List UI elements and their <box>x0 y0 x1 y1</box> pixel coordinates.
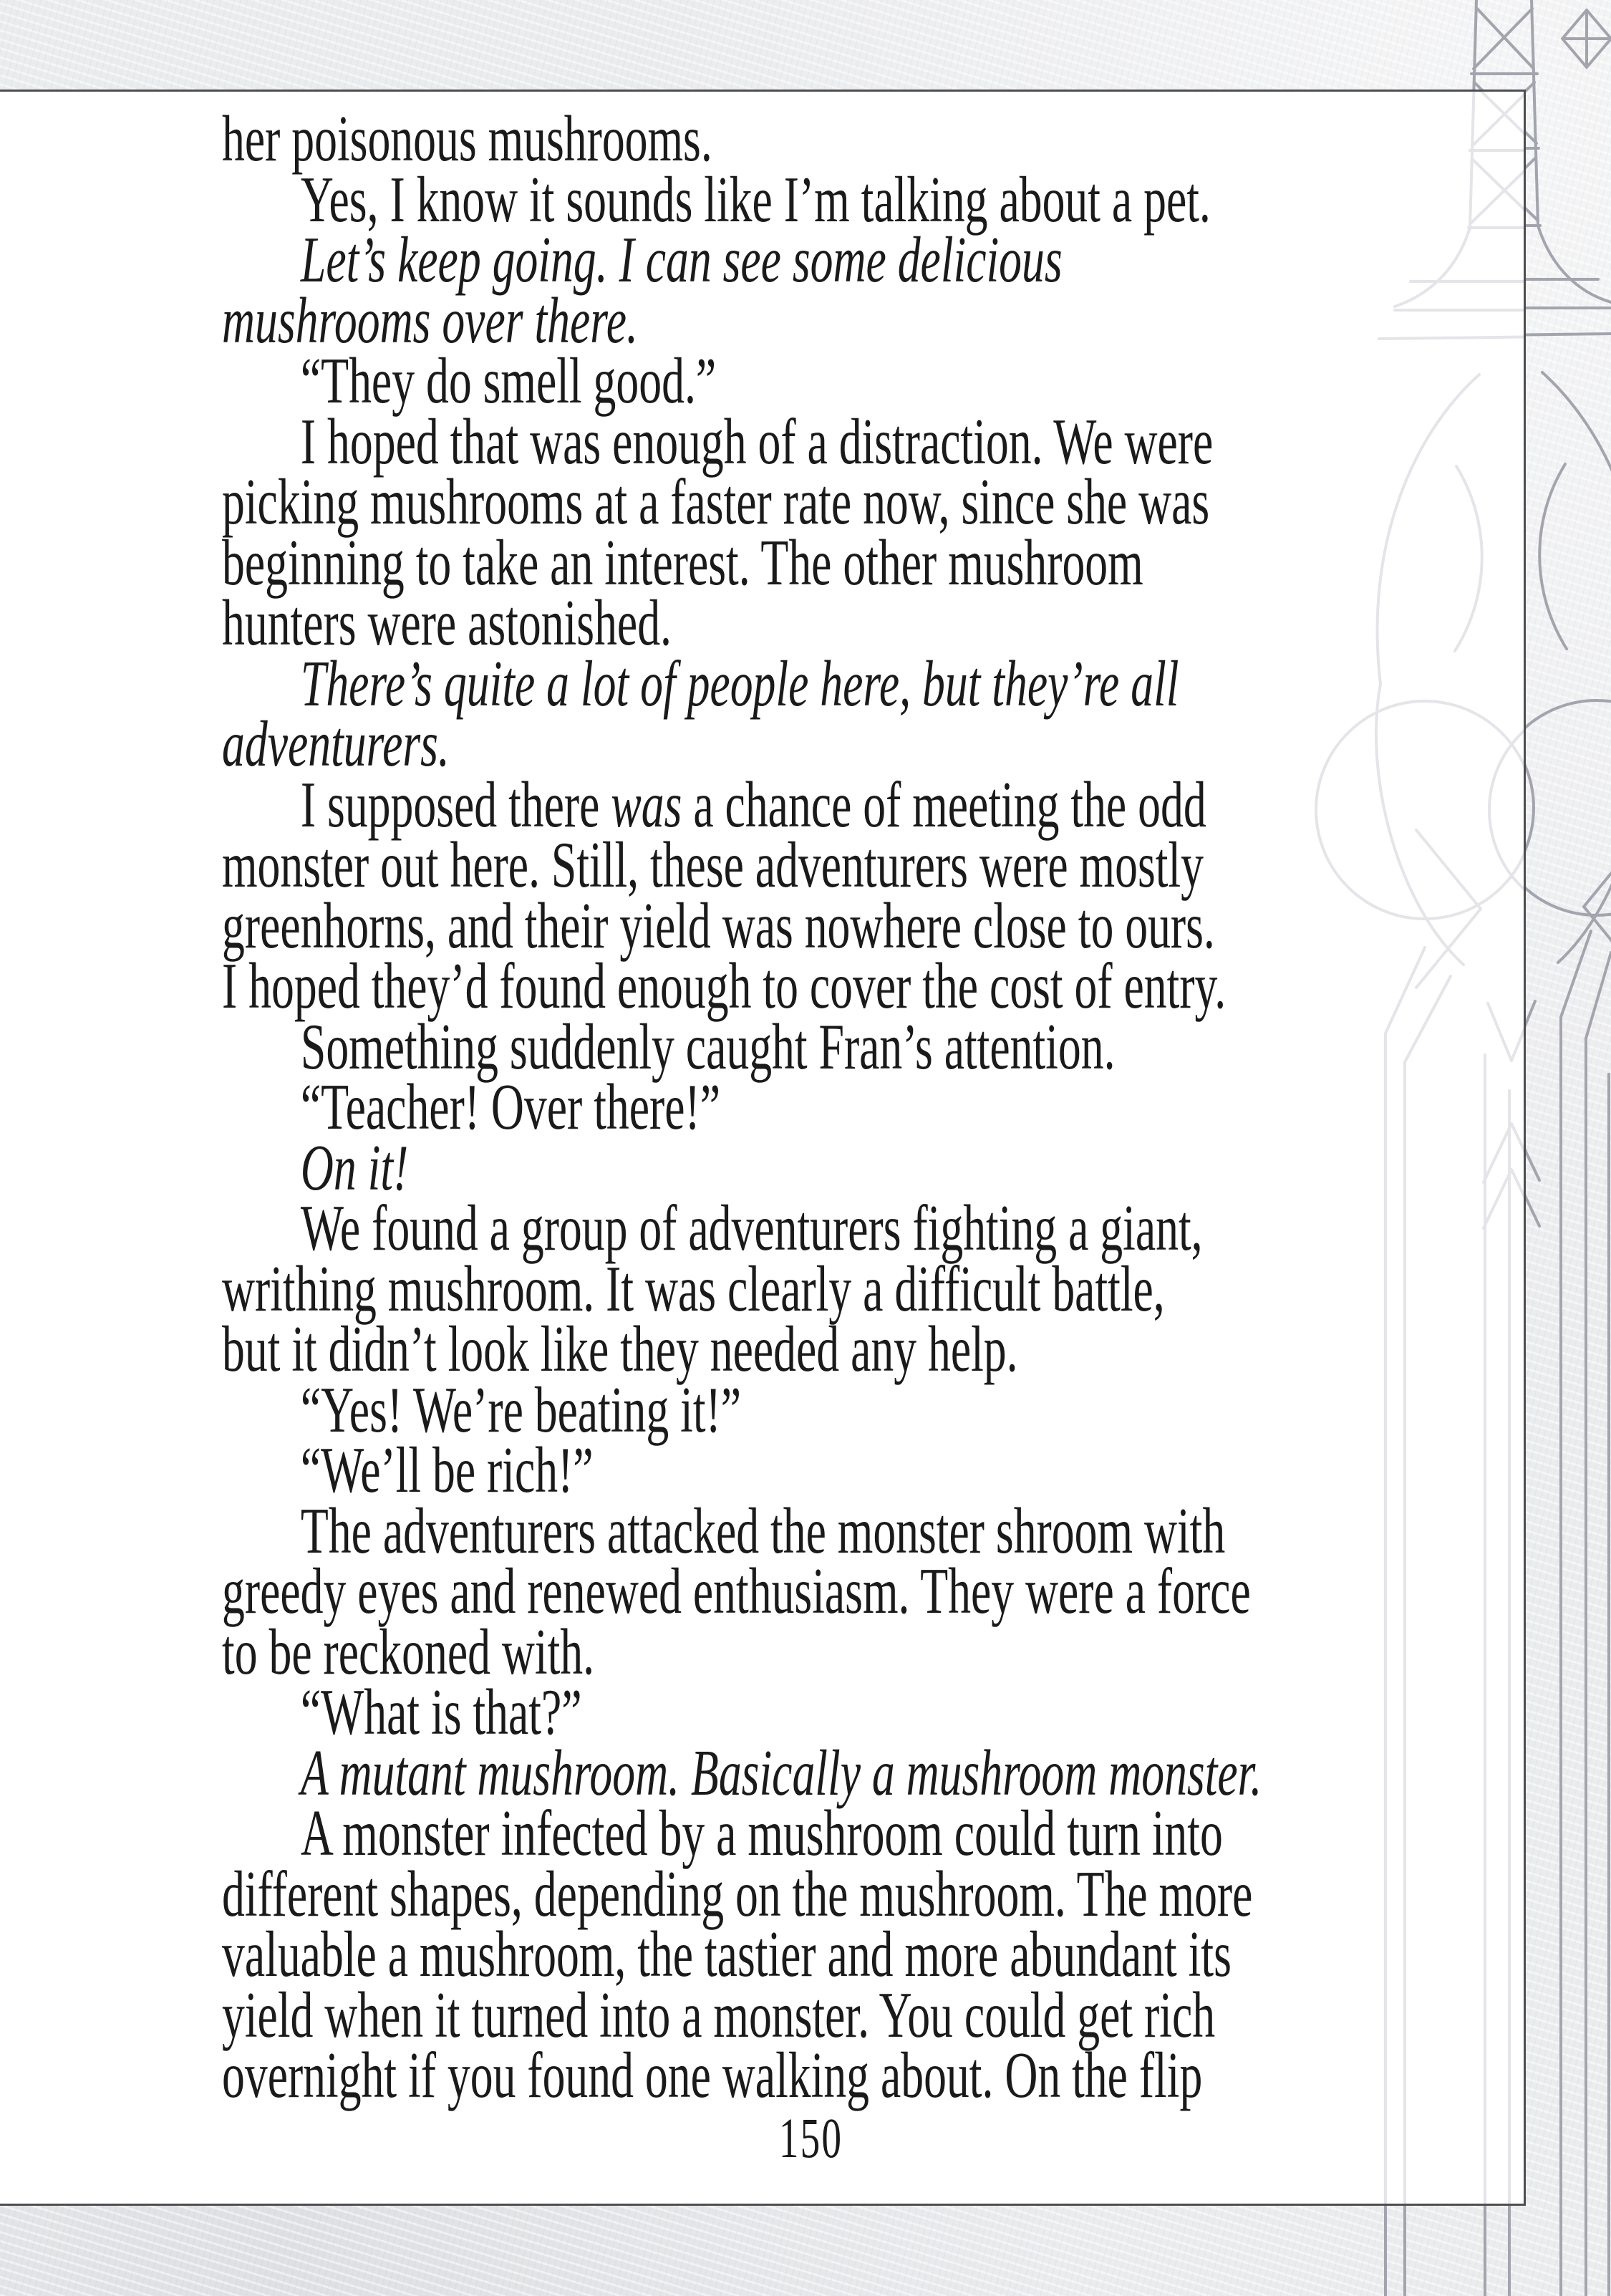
text-segment: greedy eyes and renewed enthusiasm. They were a force <box>222 1555 1251 1627</box>
text-line <box>222 1252 1400 1325</box>
text-segment: The adventurers attacked the monster shroom with <box>300 1494 1226 1567</box>
text-line <box>222 344 1400 417</box>
text-line <box>222 1494 1400 1567</box>
text-segment: Something suddenly caught Fran’s attention. <box>300 1010 1116 1083</box>
text-line <box>222 102 1400 175</box>
text-line <box>222 708 1400 780</box>
text-line <box>222 223 1400 296</box>
text-segment: to be reckoned with. <box>222 1615 595 1688</box>
italic-text-segment: mushrooms over there. <box>222 284 638 357</box>
text-segment: A monster infected by a mushroom could turn into <box>300 1797 1223 1869</box>
text-line <box>222 163 1400 236</box>
text-segment: “We’ll be rich!” <box>300 1434 594 1506</box>
text-line <box>222 1131 1400 1204</box>
text-lines <box>222 102 1400 2111</box>
text-line <box>222 1555 1400 1627</box>
text-segment: monster out here. Still, these adventurers were mostly <box>222 829 1204 901</box>
text-segment: different shapes, depending on the mushroom. The more <box>222 1857 1253 1930</box>
text-line <box>222 1373 1400 1446</box>
text-segment: but it didn’t look like they needed any help. <box>222 1313 1018 1385</box>
text-line <box>222 889 1400 962</box>
text-segment: picking mushrooms at a faster rate now, since she was <box>222 466 1210 538</box>
text-line <box>222 284 1400 357</box>
text-line <box>222 1192 1400 1264</box>
text-segment: I hoped that was enough of a distraction. We were <box>300 405 1214 478</box>
text-segment: “What is that?” <box>300 1676 582 1748</box>
text-line <box>222 1676 1400 1748</box>
text-segment: “They do smell good.” <box>300 344 717 417</box>
text-segment: “Teacher! Over there!” <box>300 1071 720 1143</box>
text-line <box>222 405 1400 478</box>
text-segment: beginning to take an interest. The other mushroom <box>222 526 1143 599</box>
text-line <box>222 950 1400 1022</box>
text-segment: Yes, I know it sounds like I’m talking about a pet. <box>300 163 1211 236</box>
italic-text-segment: adventurers. <box>222 708 450 780</box>
text-segment: a chance of meeting the odd <box>682 768 1206 841</box>
text-line <box>222 1978 1400 2051</box>
text-line <box>222 829 1400 901</box>
text-segment: writhing mushroom. It was clearly a difficult battle, <box>222 1252 1165 1325</box>
italic-text-segment: A mutant mushroom. Basically a mushroom monster. <box>300 1736 1262 1809</box>
text-segment: yield when it turned into a monster. You could get rich <box>222 1978 1216 2051</box>
text-segment: We found a group of adventurers fighting a giant, <box>300 1192 1203 1264</box>
text-line <box>222 1010 1400 1083</box>
italic-text-segment: Let’s keep going. I can see some delicious <box>300 223 1063 296</box>
text-line <box>222 1857 1400 1930</box>
italic-text-segment: was <box>611 768 682 841</box>
text-line <box>222 587 1400 659</box>
text-segment: greenhorns, and their yield was nowhere close to ours. <box>222 889 1215 962</box>
text-line <box>222 647 1400 720</box>
italic-text-segment: There’s quite a lot of people here, but they’re all <box>300 647 1179 720</box>
text-segment: “Yes! We’re beating it!” <box>300 1373 742 1446</box>
text-line <box>222 1071 1400 1143</box>
text-line <box>222 2039 1400 2111</box>
text-line <box>222 1918 1400 1990</box>
text-line <box>222 1797 1400 1869</box>
text-line <box>222 1615 1400 1688</box>
text-segment: hunters were astonished. <box>222 587 672 659</box>
text-segment: I supposed there <box>300 768 611 841</box>
text-line <box>222 1313 1400 1385</box>
text-segment: I hoped they’d found enough to cover the cost of entry. <box>222 950 1227 1022</box>
text-segment: overnight if you found one walking about. On the flip <box>222 2039 1203 2111</box>
body-text <box>222 102 1400 2170</box>
text-segment: valuable a mushroom, the tastier and more abundant its <box>222 1918 1232 1990</box>
text-line <box>222 1736 1400 1809</box>
text-line <box>222 526 1400 599</box>
page-number: 150 <box>778 2107 843 2170</box>
text-line <box>222 768 1400 841</box>
text-line <box>222 1434 1400 1506</box>
text-segment: her poisonous mushrooms. <box>222 102 712 175</box>
text-line <box>222 466 1400 538</box>
italic-text-segment: On it! <box>300 1131 409 1204</box>
